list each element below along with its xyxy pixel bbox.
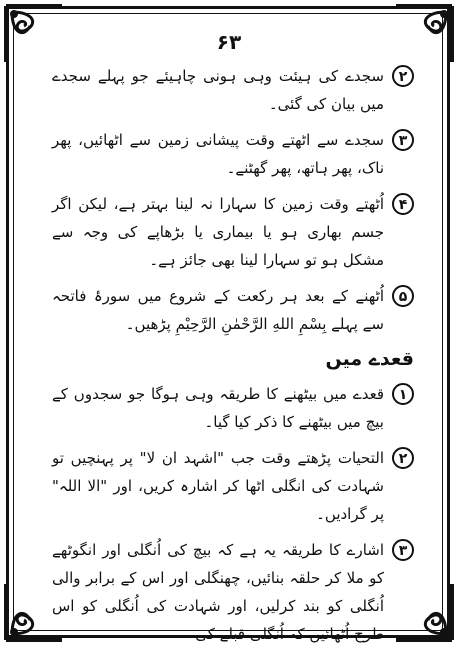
section-heading: قعدے میں xyxy=(325,348,414,370)
item-number-badge: ۴ xyxy=(392,193,414,215)
item-text: اشارے کا طریقہ یہ ہے کہ بیچ کی اُنگلی اور انگوٹھے کو ملا کر حلقہ بنائیں، چھنگلی اور اس کے برابر والی اُنگلی کو بند کرلیں، اور شہادت کی اُنگلی کو اس طرح اُٹھائیں کہ اُنگلی قبلے کی xyxy=(52,541,384,643)
page-number: ۶۳ xyxy=(216,30,242,54)
item-text: التحیات پڑھتے وقت جب "اشہد ان لا" پر پہنچیں تو شہادت کی انگلی اٹھا کر اشارہ کریں، اور "الا اللہ" پر گرادیں۔ xyxy=(52,449,384,523)
item-text: اُٹھتے وقت زمین کا سہارا نہ لینا بہتر ہے، لیکن اگر جسم بھاری ہو یا بیماری یا بڑھاپے کی وجہ سے مشکل ہو تو سہارا لینا بھی جائز ہے۔ xyxy=(52,195,384,269)
item-text: قعدے میں بیٹھنے کا طریقہ وہی ہوگا جو سجدوں کے بیچ میں بیٹھنے کا ذکر کیا گیا۔ xyxy=(52,385,384,431)
list-item xyxy=(52,62,414,118)
list-item xyxy=(52,444,414,528)
item-number-badge: ۲ xyxy=(392,447,414,469)
item-text: اُٹھنے کے بعد ہر رکعت کے شروع میں سورۂ فاتحہ سے پہلے بِسْمِ اللهِ الرَّحْمٰنِ الرَّحِيْمِ پڑھیں۔ xyxy=(52,287,384,333)
item-text: سجدے کی ہیئت وہی ہونی چاہیئے جو پہلے سجدے میں بیان کی گئی۔ xyxy=(52,67,384,113)
item-number-badge: ۳ xyxy=(392,129,414,151)
item-number-badge: ۵ xyxy=(392,285,414,307)
item-number-badge: ۲ xyxy=(392,65,414,87)
item-number-badge: ۱ xyxy=(392,383,414,405)
list-item xyxy=(52,126,414,182)
page-content xyxy=(52,62,414,656)
list-item xyxy=(52,190,414,274)
list-item xyxy=(52,380,414,436)
list-item xyxy=(52,282,414,338)
list-item xyxy=(52,536,414,648)
item-number-badge: ۳ xyxy=(392,539,414,561)
item-text: سجدے سے اٹھتے وقت پیشانی زمین سے اٹھائیں، پھر ناک، پھر ہاتھ، پھر گھٹنے۔ xyxy=(52,131,384,177)
